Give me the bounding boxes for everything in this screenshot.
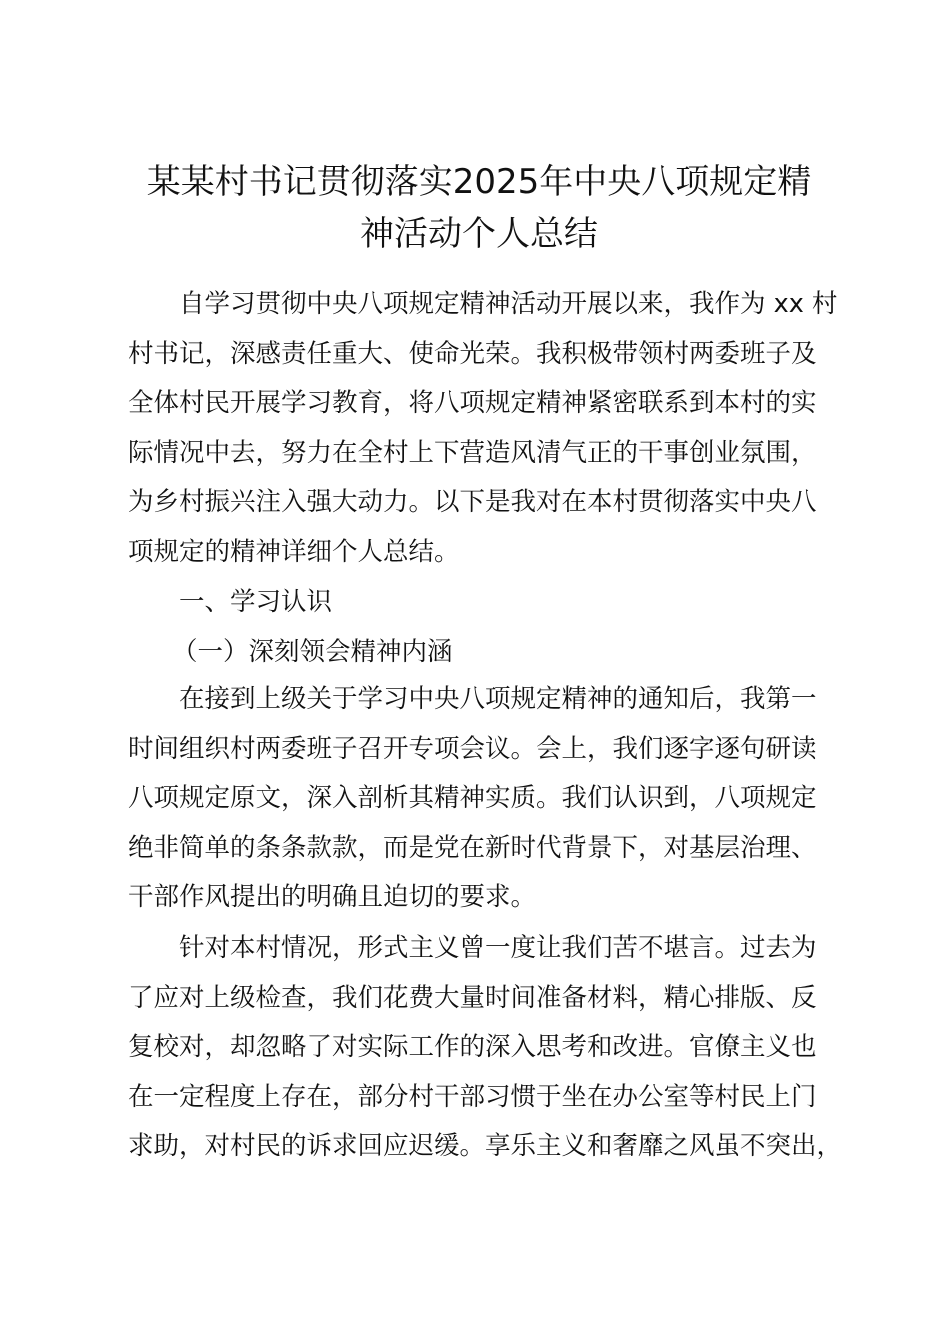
paragraph-line: 复校对，却忽略了对实际工作的深入思考和改进。官僚主义也 bbox=[128, 1032, 817, 1062]
paragraph-study bbox=[128, 675, 834, 923]
paragraph-line: 在接到上级关于学习中央八项规定精神的通知后，我第一 bbox=[179, 684, 817, 714]
paragraph-line: 干部作风提出的明确且迫切的要求。 bbox=[128, 882, 537, 912]
paragraph-line: 际情况中去，努力在全村上下营造风清气正的干事创业氛围， bbox=[128, 437, 817, 468]
paragraph-line: 求助，对村民的诉求回应迟缓。享乐主义和奢靡之风虽不突出， bbox=[128, 1131, 843, 1161]
paragraph-line: 针对本村情况，形式主义曾一度让我们苦不堪言。过去为 bbox=[179, 933, 817, 963]
paragraph-line: 了应对上级检查，我们花费大量时间准备材料，精心排版、反 bbox=[128, 982, 817, 1013]
paragraph-intro bbox=[128, 280, 838, 577]
paragraph-line: 在一定程度上存在，部分村干部习惯于坐在办公室等村民上门 bbox=[128, 1081, 817, 1112]
paragraph-line: 项规定的精神详细个人总结。 bbox=[128, 536, 460, 567]
paragraph-line: 全体村民开展学习教育，将八项规定精神紧密联系到本村的实 bbox=[128, 388, 817, 418]
subsection-heading-text: （一）深刻领会精神内涵 bbox=[172, 637, 453, 667]
paragraph-line: 八项规定原文，深入剖析其精神实质。我们认识到，八项规定 bbox=[128, 783, 817, 813]
subsection-heading bbox=[128, 628, 834, 678]
title-line: 神活动个人总结 bbox=[360, 214, 598, 254]
paragraph-line: 时间组织村两委班子召开专项会议。会上，我们逐字逐句研读 bbox=[128, 733, 817, 764]
document-title bbox=[120, 156, 838, 260]
paragraph-line: 绝非简单的条条款款，而是党在新时代背景下，对基层治理、 bbox=[128, 832, 817, 863]
paragraph-issues bbox=[128, 924, 843, 1172]
section-heading bbox=[128, 578, 834, 628]
paragraph-line: 自学习贯彻中央八项规定精神活动开展以来，我作为 xx 村 bbox=[179, 289, 838, 319]
paragraph-line: 村书记，深感责任重大、使命光荣。我积极带领村两委班子及 bbox=[128, 338, 817, 369]
section-heading-text: 一、学习认识 bbox=[179, 587, 333, 617]
title-line: 某某村书记贯彻落实2025年中央八项规定精 bbox=[146, 162, 812, 202]
paragraph-line: 为乡村振兴注入强大动力。以下是我对在本村贯彻落实中央八 bbox=[128, 487, 817, 517]
